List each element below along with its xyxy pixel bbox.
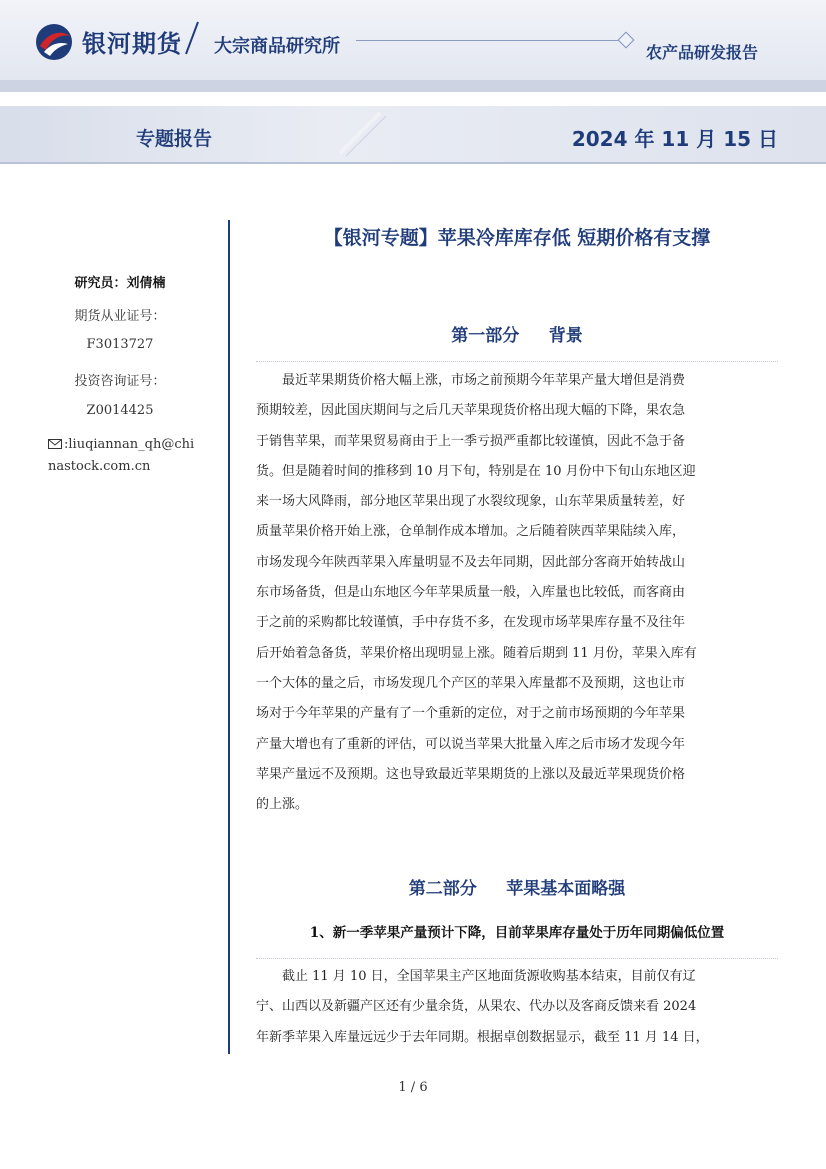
report-type: 农产品研发报告: [646, 43, 759, 62]
body-line: 货。但是随着时间的推移到 10 月下旬，特别是在 10 月份中下旬山东地区迎: [256, 463, 696, 479]
license-label: 期货从业证号：: [74, 309, 166, 324]
body-line: 于之前的采购都比较谨慎，手中存货不多，在发现市场苹果库存量不及往年: [256, 615, 686, 631]
galaxy-logo-icon: [34, 22, 74, 62]
pen-watermark-icon: [330, 108, 390, 158]
email-text[interactable]: :liuqiannan_qh@chinastock.com.cn: [48, 437, 195, 474]
body-line: 产量大增也有了重新的评估，可以说当苹果大批量入库之后市场才发现今年: [256, 736, 686, 752]
body-line: 后开始着急备货，苹果价格出现明显上涨。随着后期到 11 月份，苹果入库有: [256, 645, 697, 661]
dotted-rule: [256, 361, 778, 362]
institute-name: 大宗商品研究所: [214, 36, 340, 57]
topic-label: 专题报告: [136, 128, 213, 150]
body-line: 场对于今年苹果的产量有了一个重新的定位，对于之前市场预期的今年苹果: [256, 706, 686, 722]
section-1-title: 第一部分 背景: [451, 326, 583, 346]
section-2-body: [256, 962, 778, 1053]
report-date: 2024 年 11 月 15 日: [571, 127, 778, 151]
body-line: 的上涨。: [256, 797, 309, 813]
consult-label: 投资咨询证号：: [74, 374, 166, 389]
body-line: 宁、山西以及新疆产区还有少量余货，从果农、代办以及客商反馈来看 2024: [256, 999, 697, 1015]
body-line: 最近苹果期货价格大幅上涨，市场之前预期今年苹果产量大增但是消费: [256, 373, 686, 388]
section-2-subheading: 1、新一季苹果产量预计下降，目前苹果库存量处于历年同期偏低位置: [309, 925, 725, 941]
header-stripe: [0, 80, 826, 92]
researcher-email[interactable]: [48, 434, 198, 478]
researcher-name: 研究员：刘倩楠: [74, 276, 166, 291]
body-line: 东市场备货，但是山东地区今年苹果质量一般，入库量也比较低，而客商由: [256, 585, 686, 601]
slash-divider: [182, 20, 202, 56]
body-line: 来一场大风降雨，部分地区苹果出现了水裂纹现象，山东苹果质量转差，好: [256, 494, 686, 510]
license-value: F3013727: [86, 337, 154, 352]
section-2-title: 第二部分 苹果基本面略强: [408, 879, 626, 899]
body-line: 于销售苹果，而苹果贸易商由于上一季亏损严重都比较谨慎，因此不急于备: [256, 433, 686, 449]
section-1-body: [256, 366, 778, 820]
body-line: 一个大体的量之后，市场发现几个产区的苹果入库量都不及预期，这也让市: [256, 675, 686, 691]
sidebar-divider: [228, 220, 230, 1054]
header-rule: [356, 40, 620, 41]
document-title: 【银河专题】苹果冷库库存低 短期价格有支撑: [323, 227, 711, 249]
body-line: 苹果产量远不及预期。这也导致最近苹果期货的上涨以及最近苹果现货价格: [256, 766, 686, 782]
dotted-rule: [256, 958, 778, 959]
logo-text: 银河期货: [82, 30, 182, 58]
body-line: 质量苹果价格开始上涨，仓单制作成本增加。之后随着陕西苹果陆续入库，: [256, 524, 686, 540]
body-line: 市场发现今年陕西苹果入库量明显不及去年同期，因此部分客商开始转战山: [256, 554, 686, 570]
body-line: 年新季苹果入库量远远少于去年同期。根据卓创数据显示，截至 11 月 14 日，: [256, 1029, 709, 1045]
page-number: 1 / 6: [398, 1080, 428, 1095]
body-line: 预期较差，因此国庆期间与之后几天苹果现货价格出现大幅的下降，果农急: [256, 403, 686, 419]
mail-icon: [48, 439, 62, 449]
consult-value: Z0014425: [86, 403, 154, 418]
body-line: 截止 11 月 10 日，全国苹果主产区地面货源收购基本结束，目前仅有辽: [256, 969, 696, 984]
